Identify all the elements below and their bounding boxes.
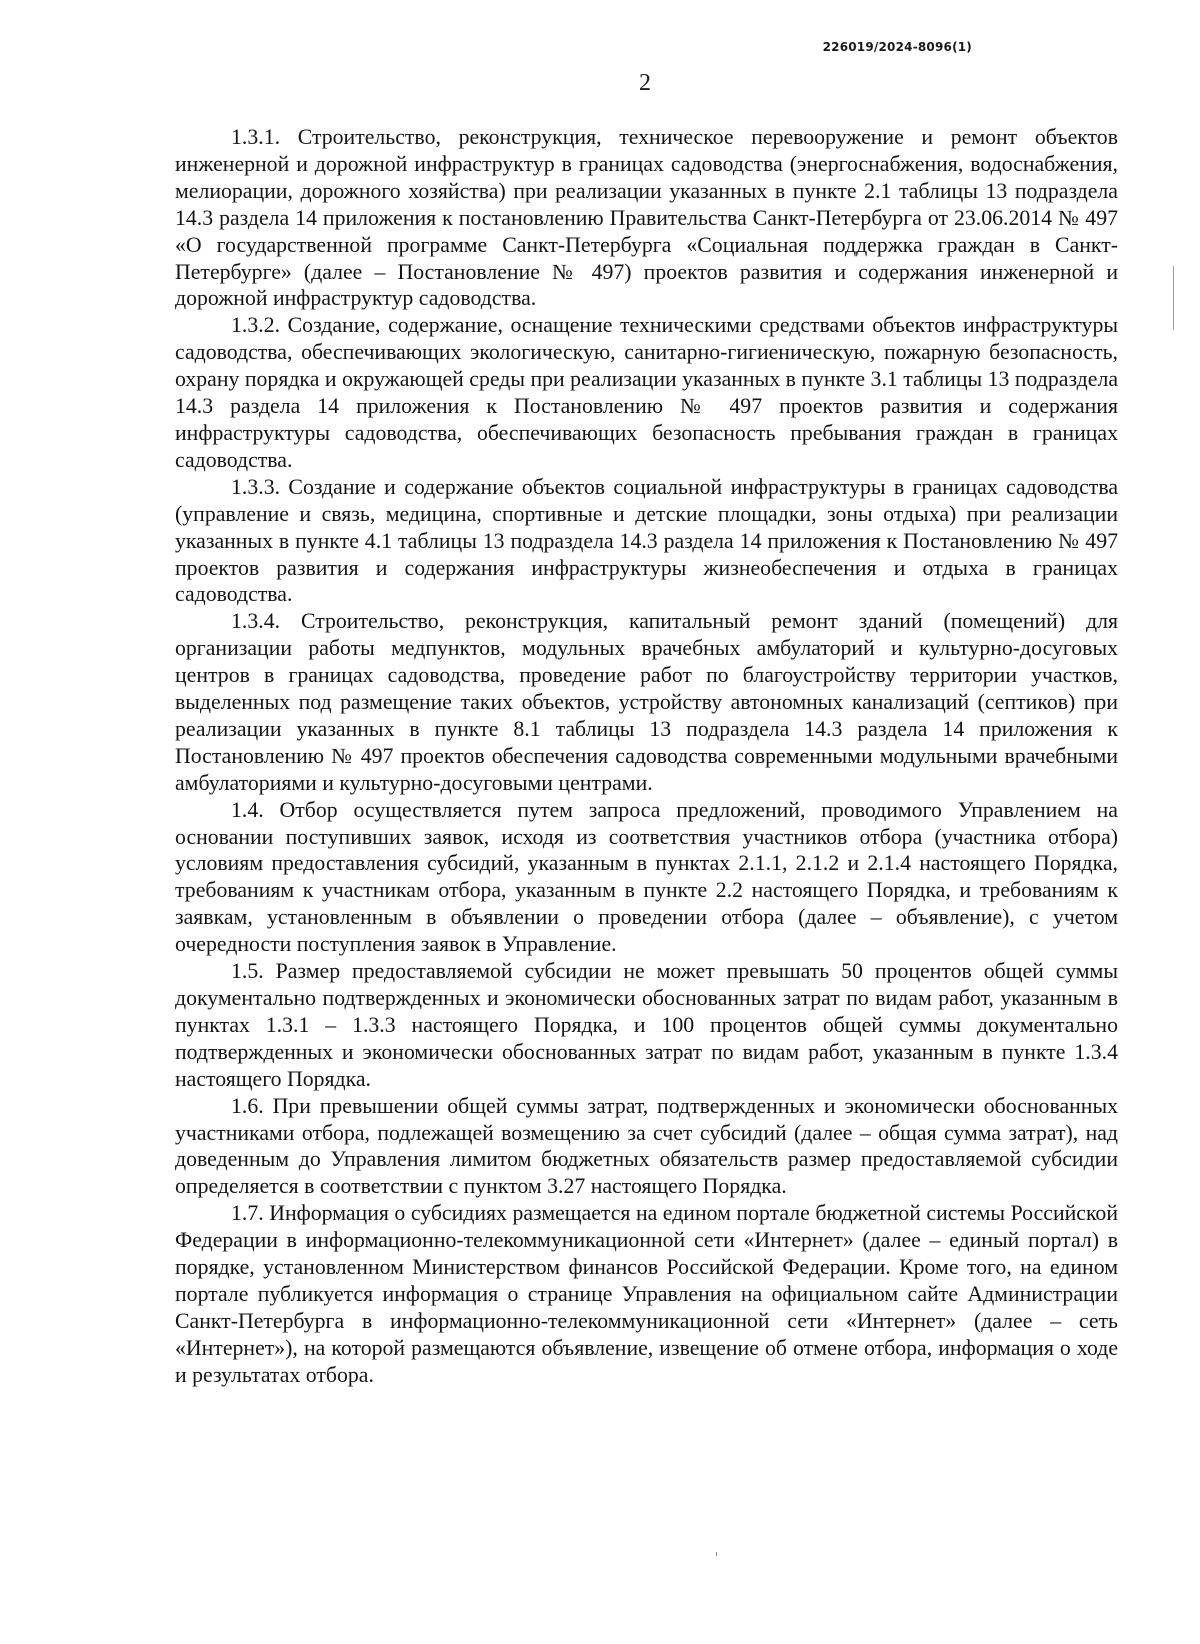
paragraph-1-6: 1.6. При превышении общей суммы затрат, подтвержденных и экономически обоснованных участниками отбора, подлежащей возмещению за счет субсидий (далее – общая сумма затрат), над доведенным до Управления лимитом бюджетных обязательств размер предоставляемой субсидии определяется в соответствии с пунктом 3.27 настоящего Порядка. [175, 1093, 1118, 1199]
paragraph-1-3-1: 1.3.1. Строительство, реконструкция, техническое перевооружение и ремонт объектов инженерной и дорожной инфраструктур в границах садоводства (энергоснабжения, водоснабжения, мелиорации, дорожного хозяйства) при реализации указанных в пункте 2.1 таблицы 13 подраздела 14.3 раздела 14 приложения к постановлению Правительства Санкт-Петербурга от 23.06.2014 № 497 «О государственной программе Санкт-Петербурга «Социальная поддержка граждан в Санкт-Петербурге» (далее – Постановление № 497) проектов развития и содержания инженерной и дорожной инфраструктур садоводства. [175, 125, 1118, 311]
scan-margin-mark [1173, 266, 1174, 330]
paragraph-1-4: 1.4. Отбор осуществляется путем запроса предложений, проводимого Управлением на основании поступивших заявок, исходя из соответствия участников отбора (участника отбора) условиям предоставления субсидий, указанным в пунктах 2.1.1, 2.1.2 и 2.1.4 настоящего Порядка, требованиям к участникам отбора, указанным в пункте 2.2 настоящего Порядка, и требованиям к заявкам, установленным в объявлении о проведении отбора (далее – объявление), с учетом очередности поступления заявок в Управление. [175, 797, 1118, 957]
paragraph-1-3-4: 1.3.4. Строительство, реконструкция, капитальный ремонт зданий (помещений) для организации работы медпунктов, модульных врачебных амбулаторий и культурно-досуговых центров в границах садоводства, проведение работ по благоустройству территории участков, выделенных под размещение таких объектов, устройству автономных канализаций (септиков) при реализации указанных в пункте 8.1 таблицы 13 подраздела 14.3 раздела 14 приложения к Постановлению № 497 проектов обеспечения садоводства современными модульными врачебными амбулаториями и культурно-досуговыми центрами. [175, 609, 1118, 795]
document-registration-number: 226019/2024-8096(1) [822, 40, 972, 54]
page-number: 2 [639, 70, 651, 96]
scan-speck [716, 1552, 717, 1556]
paragraph-1-7: 1.7. Информация о субсидиях размещается на едином портале бюджетной системы Российской Федерации в информационно-телекоммуникационной сети «Интернет» (далее – единый портал) в порядке, установленном Министерством финансов Российской Федерации. Кроме того, на едином портале публикуется информация о странице Управления на официальном сайте Администрации Санкт-Петербурга в информационно-телекоммуникационной сети «Интернет» (далее – сеть «Интернет»), на которой размещаются объявление, извещение об отмене отбора, информация о ходе и результатах отбора. [175, 1201, 1118, 1387]
document-body [175, 124, 1118, 1389]
paragraph-1-5: 1.5. Размер предоставляемой субсидии не может превышать 50 процентов общей суммы документально подтвержденных и экономически обоснованных затрат по видам работ, указанным в пунктах 1.3.1 – 1.3.3 настоящего Порядка, и 100 процентов общей суммы документально подтвержденных и экономически обоснованных затрат по видам работ, указанным в пункте 1.3.4 настоящего Порядка. [175, 959, 1118, 1091]
paragraph-1-3-2: 1.3.2. Создание, содержание, оснащение техническими средствами объектов инфраструктуры садоводства, обеспечивающих экологическую, санитарно-гигиеническую, пожарную безопасность, охрану порядка и окружающей среды при реализации указанных в пункте 3.1 таблицы 13 подраздела 14.3 раздела 14 приложения к Постановлению № 497 проектов развития и содержания инфраструктуры садоводства, обеспечивающих безопасность пребывания граждан в границах садоводства. [175, 313, 1118, 472]
paragraph-1-3-3: 1.3.3. Создание и содержание объектов социальной инфраструктуры в границах садоводства (управление и связь, медицина, спортивные и детские площадки, зоны отдыха) при реализации указанных в пункте 4.1 таблицы 13 подраздела 14.3 раздела 14 приложения к Постановлению № 497 проектов развития и содержания инфраструктуры жизнеобеспечения и отдыха в границах садоводства. [175, 474, 1118, 607]
